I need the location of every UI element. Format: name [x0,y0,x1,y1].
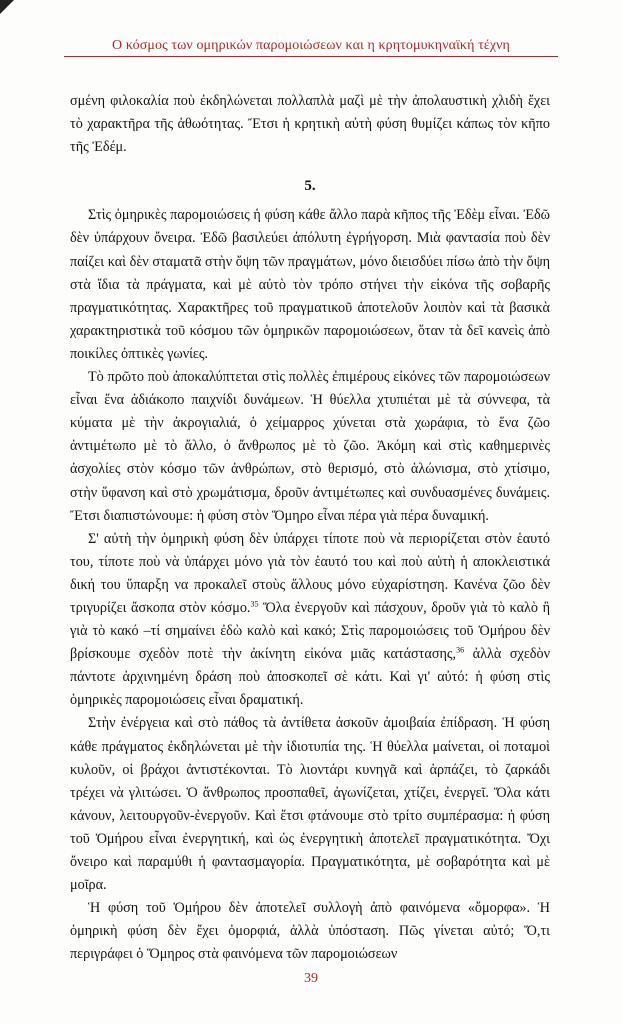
paragraph-continuation: σμένη φιλοκαλία ποὺ ἐκδηλώνεται πολλαπλὰ μαζὶ μὲ τὴν ἀπολαυστικὴ χλιδὴ ἔχει τὸ χαρακτῆρα τῆς ἀθωότητας. Ἔτσι ἡ κρητικὴ αὐτὴ φύση θυμίζει κάπως τὸν κῆπο τῆς Ἐδέμ. [70,93,550,156]
paragraph-4: Στὴν ἐνέργεια καὶ στὸ πάθος τὰ ἀντίθετα ἀσκοῦν ἀμοιβαία ἐπίδραση. Ἡ φύση κάθε πράγματος ἐκδηλώνεται μὲ τὴν ἰδιοτυπία της. Ἡ θύελλα μαίνεται, οἱ ποταμοὶ κυλοῦν, οἱ βράχοι ἀντιστέκονται. Τὸ λιοντάρι κυνηγᾶ καὶ ἁρπάζει, τὸ ζαρκάδι τρέχει νὰ γλιτώσει. Ὁ ἄνθρωπος προσπαθεῖ, ἀγωνίζεται, χτίζει, ἐνεργεῖ. Ὅλα κάτι κάνουν, λειτουργοῦν-ἐνεργοῦν. Καὶ ἔτσι φτάνουμε στὸ τρίτο συμπέρασμα: ἡ φύση τοῦ Ὁμήρου εἶναι ἐνεργητική, καὶ ὡς ἐνεργητικὴ ἀποτελεῖ πραγματικότητα. Ὄχι ὄνειρο καὶ παραμύθι ἡ φαντασμαγορία. Πραγματικότητα, μὲ σοβαρότητα καὶ μὲ μοῖρα. [70,715,550,894]
paragraph-3-text-c: ἀλλὰ σχεδὸν πάντοτε ἀρχινημένη δράση ποὺ ἀποσκοπεῖ σὲ κάτι. Καὶ γι' αὐτό: ἡ φύση στὶς ὁμηρικὲς παρομοιώσεις εἶναι δραματική. [70,646,550,709]
scan-corner-mark [0,0,14,14]
paragraph-3-text-a: Σ' αὐτὴ τὴν ὁμηρικὴ φύση δὲν ὑπάρχει τίποτε ποὺ νὰ περιορίζεται στὸν ἑαυτό του, τίποτε ποὺ νὰ ὑπάρχει μόνο γιὰ τὸν ἑαυτό του καὶ ποὺ αὐτὴ ἡ αποκλειστικά δική του ὕπαρξη να προκαλεῖ στοὺς ἄλλους μόνο εὐχαρίστηση. Κανένα ζῶο δὲν τριγυρίζει ἄσκοπα στὸν κόσμο. [70,530,550,616]
paragraph-3-text-b: Ὅλα ἐνεργοῦν καὶ πάσχουν, δροῦν γιὰ τὸ καλὸ ἢ γιὰ τὸ κακό –τί σημαίνει ἐδὼ καλὸ καὶ κακό; Στὶς παρομοιώσεις τοῦ Ὁμήρου δὲν βρίσκουμε σχεδὸν ποτὲ τὴν ἀκίνητη εἰκόνα μιᾶς κατάστασης, [70,599,550,663]
footnote-ref-36[interactable]: 36 [456,645,465,655]
paragraph-1: Στὶς ὁμηρικὲς παρομοιώσεις ἡ φύση κάθε ἄλλο παρὰ κῆπος τῆς Ἐδὲμ εἶναι. Ἐδῶ δὲν ὑπάρχουν ὄνειρα. Ἐδῶ βασιλεύει ἀπόλυτη ἐγρήγορση. Μιὰ φαντασία ποὺ δὲν παίζει καὶ δὲν σταματᾶ στὴν ὄψη τῶν πραγμάτων, μόνο διεισδύει πίσω ἀπὸ τὴν ὄψη στὰ ἴδια τὰ πράγματα, καὶ μὲ αὐτὸ τὸν τρόπο στήνει τὴν εἰκόνα τῆς σοβαρῆς πραγματικότητας. Χαρακτῆρες τοῦ πραγματικοῦ ἀποτελοῦν λοιπὸν καὶ τὰ βασικὰ χαρακτηριστικὰ τοῦ κόσμου τῶν ὁμηρικῶν παρομοιώσεων, ὅταν τὰ δεῖ κανεὶς ἀπὸ ποικίλες ὀπτικὲς γωνίες. [70,207,550,362]
running-head: Ο κόσμος των ομηρικών παρομοιώσεων και η κρητομυκηναϊκή τέχνη [64,38,558,57]
paragraph-5: Ἡ φύση τοῦ Ὁμήρου δὲν ἀποτελεῖ συλλογὴ ἀπὸ φαινόμενα «ὄμορφα». Ἡ ὁμηρικὴ φύση δὲν ἔχει ὀμορφιά, ἀλλὰ ὑπόσταση. Πῶς γίνεται αὐτό; Ὅ,τι περιγράφει ὁ Ὅμηρος στὰ φαινόμενα τῶν παρομοιώσεων [70,900,550,963]
paragraph-2: Τὸ πρῶτο ποὺ ἀποκαλύπτεται στὶς πολλὲς ἐπιμέρους εἰκόνες τῶν παρομοιώσεων εἶναι ἕνα ἀδιάκοπο παιχνίδι δυνάμεων. Ἡ θύελλα χτυπιέται μὲ τὰ σύννεφα, τὰ κύματα μὲ τὴν ἀκρογιαλιά, ὁ χείμαρρος χύνεται στὰ χωράφια, τὸ ἕνα ζῶο ἀντιμέτωπο μὲ τὸ ἄλλο, ὁ ἄνθρωπος μὲ τὸ ζῶο. Ἀκόμη καὶ στὶς καθημερινὲς ἀσχολίες στὸν κόσμο τῶν ἀνθρώπων, στὸ θερισμό, στὸ ἁλώνισμα, στὸ χτίσιμο, στὴν ὕφανση καὶ στὸ χρωμάτισμα, δροῦν ἀντιμέτωπες καὶ συνδυασμένες δυνάμεις. Ἔτσι διαπιστώνουμε: ἡ φύση στὸν Ὅμηρο εἶναι πέρα γιὰ πέρα δυναμική. [70,369,550,524]
page-number: 39 [304,971,318,986]
paragraph-3 [70,528,550,713]
page-body [70,90,550,966]
footnote-ref-35[interactable]: 35 [250,599,259,609]
section-number: 5. [304,178,316,195]
